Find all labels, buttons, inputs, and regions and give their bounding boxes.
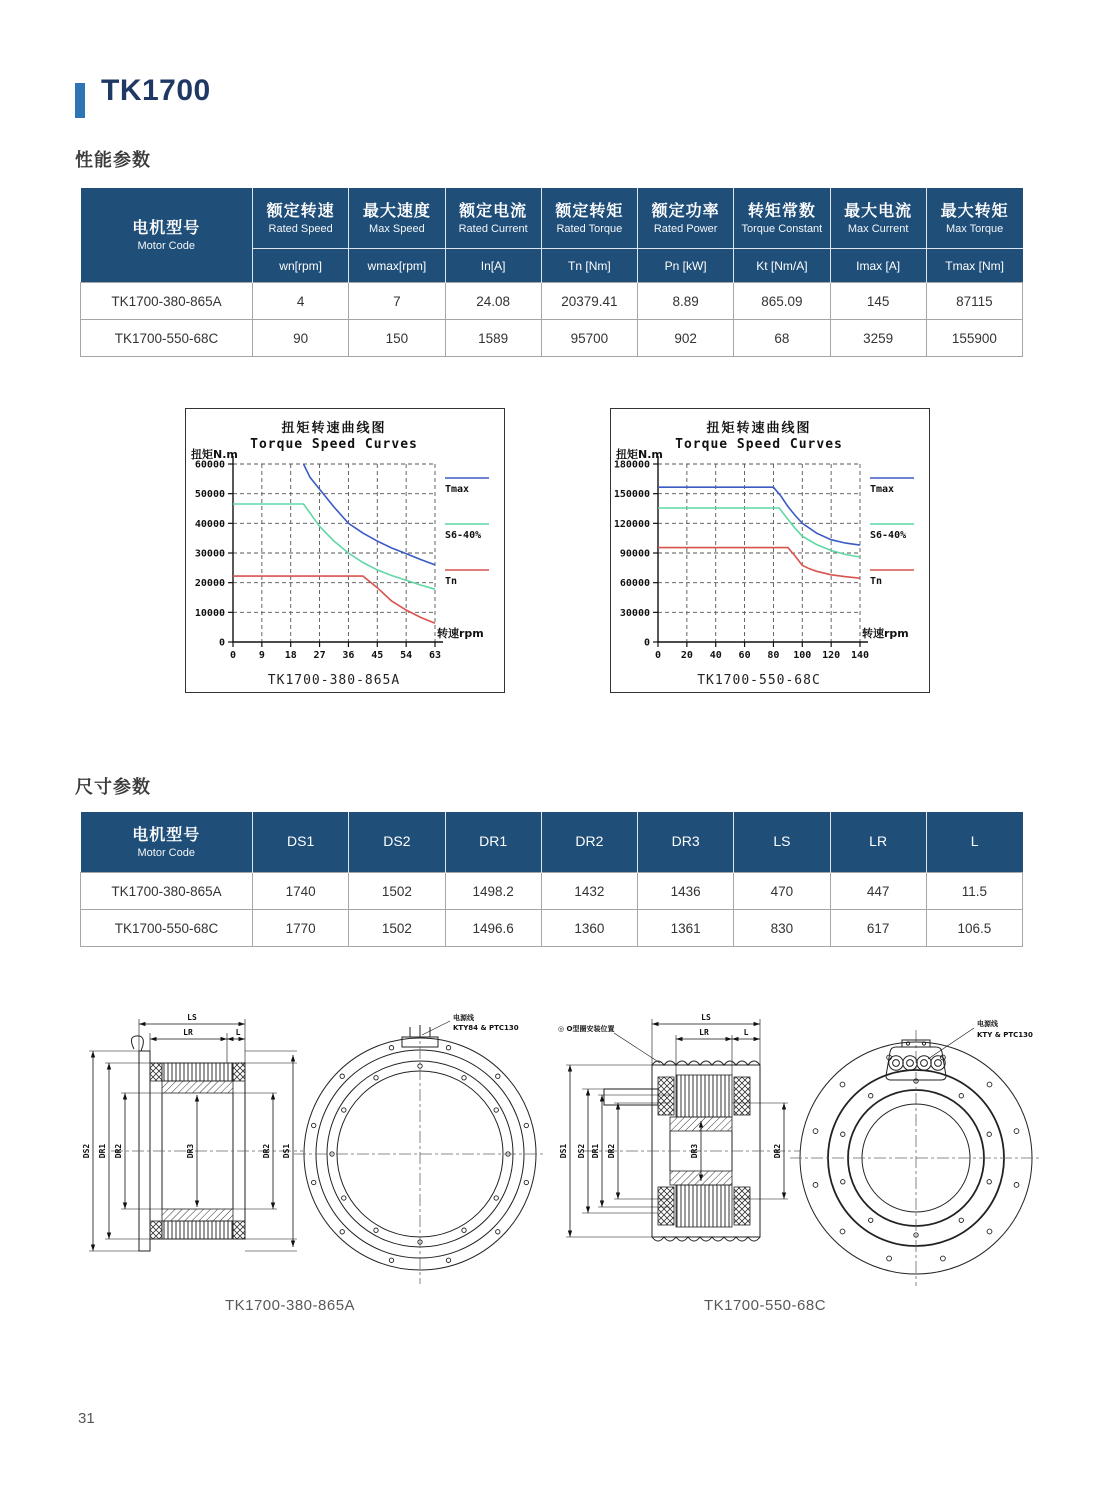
cell: 95700 xyxy=(541,320,637,357)
legend-label: S6-40% xyxy=(870,530,907,541)
cell: 24.08 xyxy=(445,283,541,320)
col-header: DS2 xyxy=(349,812,445,873)
table-row xyxy=(81,873,1023,910)
dim-label-ds1: DS1 xyxy=(559,1143,568,1159)
legend-label: Tmax xyxy=(445,484,470,495)
cell: 4 xyxy=(253,283,349,320)
dim-label-dr2: DR2 xyxy=(607,1143,616,1159)
bolt-hole xyxy=(869,1218,873,1222)
bolt-hole xyxy=(312,1123,316,1127)
dimension-header-row xyxy=(81,812,1023,873)
x-tick-label: 18 xyxy=(284,650,297,661)
bolt-hole xyxy=(524,1123,528,1127)
unit-header: In[A] xyxy=(445,249,541,283)
x-axis-label: 转速rpm xyxy=(862,627,909,640)
front-view-drawing-550-68C xyxy=(788,1012,1043,1290)
x-tick-label: 140 xyxy=(850,650,870,661)
col-header: 转矩常数 Torque Constant xyxy=(734,188,830,249)
bolt-hole xyxy=(987,1132,991,1136)
bolt-hole xyxy=(494,1196,498,1200)
x-tick-label: 54 xyxy=(400,650,413,661)
x-tick-label: 9 xyxy=(258,650,265,661)
col-header: 最大电流 Max Current xyxy=(830,188,926,249)
dimension-table xyxy=(80,812,1023,947)
cell: 90 xyxy=(253,320,349,357)
dim-label-dr1: DR1 xyxy=(98,1143,107,1159)
col-header: 最大转矩 Max Torque xyxy=(926,188,1022,249)
chart-title-zh: 扭矩转速曲线图 xyxy=(706,421,812,436)
y-tick-label: 150000 xyxy=(613,489,650,501)
chart-title-zh: 扭矩转速曲线图 xyxy=(281,421,387,436)
y-tick-label: 40000 xyxy=(194,518,225,530)
dim-label-ds2: DS2 xyxy=(82,1143,91,1159)
bolt-hole xyxy=(462,1228,466,1232)
front-view-drawing-380-865A xyxy=(292,1012,547,1290)
cell: 1496.6 xyxy=(445,910,541,947)
cross-section-drawing-380-865A xyxy=(75,1005,325,1297)
col-header-motor-code: 电机型号 Motor Code xyxy=(81,812,253,873)
y-tick-label: 0 xyxy=(218,637,225,649)
legend-label: Tn xyxy=(445,576,458,587)
y-tick-label: 30000 xyxy=(194,548,225,560)
page-title: TK1700 xyxy=(101,74,211,107)
chart-caption: TK1700-550-68C xyxy=(697,673,821,688)
cell: 155900 xyxy=(926,320,1022,357)
cell: 470 xyxy=(734,873,830,910)
unit-header: Pn [kW] xyxy=(638,249,734,283)
cell: 865.09 xyxy=(734,283,830,320)
cell: 1502 xyxy=(349,873,445,910)
bolt-hole xyxy=(987,1180,991,1184)
bolt-hole xyxy=(869,1094,873,1098)
y-tick-label: 90000 xyxy=(619,548,650,560)
title-accent-bar xyxy=(75,83,85,118)
y-tick-label: 50000 xyxy=(194,489,225,501)
dim-label-ls: LS xyxy=(187,1013,197,1022)
cell: 617 xyxy=(830,910,926,947)
bolt-hole xyxy=(340,1074,344,1078)
bolt-hole xyxy=(462,1076,466,1080)
dim-label-dr1: DR1 xyxy=(591,1143,600,1159)
bolt-hole xyxy=(841,1132,845,1136)
bolt-hole xyxy=(494,1108,498,1112)
unit-header: wmax[rpm] xyxy=(349,249,445,283)
col-header-motor-code xyxy=(81,188,253,283)
x-tick-label: 0 xyxy=(654,650,662,661)
y-tick-label: 60000 xyxy=(619,578,650,590)
unit-header: Tn [Nm] xyxy=(541,249,637,283)
col-header: 额定转速 Rated Speed xyxy=(253,188,349,249)
unit-header: Imax [A] xyxy=(830,249,926,283)
cell: 902 xyxy=(638,320,734,357)
bolt-hole xyxy=(312,1180,316,1184)
cell: 1361 xyxy=(638,910,734,947)
cell: 447 xyxy=(830,873,926,910)
torque-speed-chart-550-68C xyxy=(610,408,930,693)
dim-label-ds2: DS2 xyxy=(577,1143,586,1159)
cell: 1498.2 xyxy=(445,873,541,910)
cell: 1436 xyxy=(638,873,734,910)
section-title-performance: 性能参数 xyxy=(75,150,151,170)
bolt-hole xyxy=(1014,1183,1019,1188)
col-header: LR xyxy=(830,812,926,873)
cell-model: TK1700-380-865A xyxy=(81,873,253,910)
table-row xyxy=(81,283,1023,320)
col-header: L xyxy=(926,812,1022,873)
oring-note: ◎ O型圈安装位置 xyxy=(558,1025,615,1033)
unit-header: Tmax [Nm] xyxy=(926,249,1022,283)
x-tick-label: 20 xyxy=(680,650,693,661)
cell: 1360 xyxy=(541,910,637,947)
dim-label-dr3: DR3 xyxy=(186,1143,195,1159)
cell: 1502 xyxy=(349,910,445,947)
drawing-caption-left: TK1700-380-865A xyxy=(224,1297,356,1314)
y-tick-label: 180000 xyxy=(613,459,650,471)
bolt-hole xyxy=(840,1082,845,1087)
chart-title-en: Torque Speed Curves xyxy=(675,437,843,452)
y-tick-label: 30000 xyxy=(619,607,650,619)
bolt-hole xyxy=(813,1129,818,1134)
x-tick-label: 60 xyxy=(738,650,751,661)
bolt-hole xyxy=(840,1229,845,1234)
section-title-dimensions: 尺寸参数 xyxy=(75,777,151,797)
dim-label-l: L xyxy=(235,1028,241,1037)
bolt-hole xyxy=(389,1046,393,1050)
x-tick-label: 120 xyxy=(822,650,841,661)
cell: 1770 xyxy=(253,910,349,947)
col-header: 最大速度 Max Speed xyxy=(349,188,445,249)
cell-model: TK1700-550-68C xyxy=(81,320,253,357)
y-axis-label: 扭矩N.m xyxy=(616,448,663,461)
legend-label: Tmax xyxy=(870,484,895,495)
cable-callout-line1: 电源线 xyxy=(453,1014,474,1022)
y-tick-label: 10000 xyxy=(194,607,225,619)
bolt-hole xyxy=(389,1258,393,1262)
bolt-hole xyxy=(340,1230,344,1234)
bolt-hole xyxy=(987,1082,992,1087)
bolt-hole xyxy=(1014,1129,1019,1134)
y-tick-label: 20000 xyxy=(194,578,225,590)
performance-table xyxy=(80,188,1023,357)
dim-label-l: L xyxy=(743,1028,749,1037)
col-header: DR2 xyxy=(541,812,637,873)
dim-label-ls: LS xyxy=(701,1013,711,1022)
cell: 1740 xyxy=(253,873,349,910)
bolt-hole xyxy=(841,1180,845,1184)
cell: 7 xyxy=(349,283,445,320)
x-tick-label: 63 xyxy=(428,650,442,661)
y-axis-label: 扭矩N.m xyxy=(191,448,238,461)
cell: 11.5 xyxy=(926,873,1022,910)
cell: 830 xyxy=(734,910,830,947)
performance-header-row xyxy=(81,188,1023,249)
bolt-hole xyxy=(446,1046,450,1050)
cell: 87115 xyxy=(926,283,1022,320)
motor-code-en: Motor Code xyxy=(137,239,195,252)
col-header: 额定电流 Rated Current xyxy=(445,188,541,249)
cell: 68 xyxy=(734,320,830,357)
cell: 145 xyxy=(830,283,926,320)
cable-hook xyxy=(131,1036,143,1051)
dim-label-lr: LR xyxy=(183,1028,193,1037)
unit-header: wn[rpm] xyxy=(253,249,349,283)
shaft-stub xyxy=(604,1089,658,1105)
x-tick-label: 80 xyxy=(767,650,780,661)
dim-label-dr2: DR2 xyxy=(114,1143,123,1159)
bolt-hole xyxy=(987,1229,992,1234)
cable-callout-line1: 电源线 xyxy=(977,1020,998,1028)
x-tick-label: 40 xyxy=(709,650,722,661)
bolt-hole xyxy=(496,1230,500,1234)
unit-header: Kt [Nm/A] xyxy=(734,249,830,283)
x-tick-label: 27 xyxy=(313,650,326,661)
dim-label-ds1: DS1 xyxy=(282,1143,291,1159)
bolt-hole xyxy=(446,1258,450,1262)
dim-label-dr3: DR3 xyxy=(690,1143,699,1159)
bolt-hole xyxy=(813,1183,818,1188)
legend-label: Tn xyxy=(870,576,883,587)
x-tick-label: 0 xyxy=(229,650,237,661)
chart-title-en: Torque Speed Curves xyxy=(250,437,418,452)
motor-code-zh: 电机型号 xyxy=(132,219,201,237)
drawing-caption-right: TK1700-550-68C xyxy=(703,1297,827,1314)
x-tick-label: 45 xyxy=(371,650,384,661)
chart-caption: TK1700-380-865A xyxy=(267,673,401,688)
cable-callout-line2: KTY84 & PTC130 xyxy=(453,1024,519,1032)
cell: 8.89 xyxy=(638,283,734,320)
bolt-hole xyxy=(496,1074,500,1078)
col-header: DR1 xyxy=(445,812,541,873)
y-tick-label: 0 xyxy=(643,637,650,649)
cell: 1589 xyxy=(445,320,541,357)
bolt-hole xyxy=(342,1196,346,1200)
bolt-hole xyxy=(342,1108,346,1112)
col-header: 额定转矩 Rated Torque xyxy=(541,188,637,249)
legend-label: S6-40% xyxy=(445,530,482,541)
cell: 1432 xyxy=(541,873,637,910)
bolt-hole xyxy=(524,1180,528,1184)
page-number: 31 xyxy=(78,1410,95,1427)
col-header: DR3 xyxy=(638,812,734,873)
cross-section-drawing-550-68C xyxy=(556,1005,811,1297)
bolt-hole xyxy=(374,1228,378,1232)
y-tick-label: 60000 xyxy=(194,459,225,471)
cell: 150 xyxy=(349,320,445,357)
cell: 106.5 xyxy=(926,910,1022,947)
cell-model: TK1700-380-865A xyxy=(81,283,253,320)
col-header: LS xyxy=(734,812,830,873)
bolt-hole xyxy=(374,1076,378,1080)
table-row xyxy=(81,320,1023,357)
bolt-hole xyxy=(941,1256,946,1261)
col-header: DS1 xyxy=(253,812,349,873)
dim-label-dr2: DR2 xyxy=(262,1143,271,1159)
cell-model: TK1700-550-68C xyxy=(81,910,253,947)
bolt-hole xyxy=(959,1094,963,1098)
bolt-hole xyxy=(887,1256,892,1261)
x-axis-label: 转速rpm xyxy=(437,627,484,640)
cable-callout-line2: KTY & PTC130 xyxy=(977,1031,1033,1039)
cell: 3259 xyxy=(830,320,926,357)
dim-label-lr: LR xyxy=(699,1028,709,1037)
bolt-hole xyxy=(959,1218,963,1222)
y-tick-label: 120000 xyxy=(613,518,650,530)
connector-pins xyxy=(889,1056,945,1070)
dim-label-dr2: DR2 xyxy=(773,1143,782,1159)
x-tick-label: 36 xyxy=(342,650,355,661)
cell: 20379.41 xyxy=(541,283,637,320)
torque-speed-chart-380-865A xyxy=(185,408,505,693)
col-header: 额定功率 Rated Power xyxy=(638,188,734,249)
x-tick-label: 100 xyxy=(793,650,812,661)
table-row xyxy=(81,910,1023,947)
